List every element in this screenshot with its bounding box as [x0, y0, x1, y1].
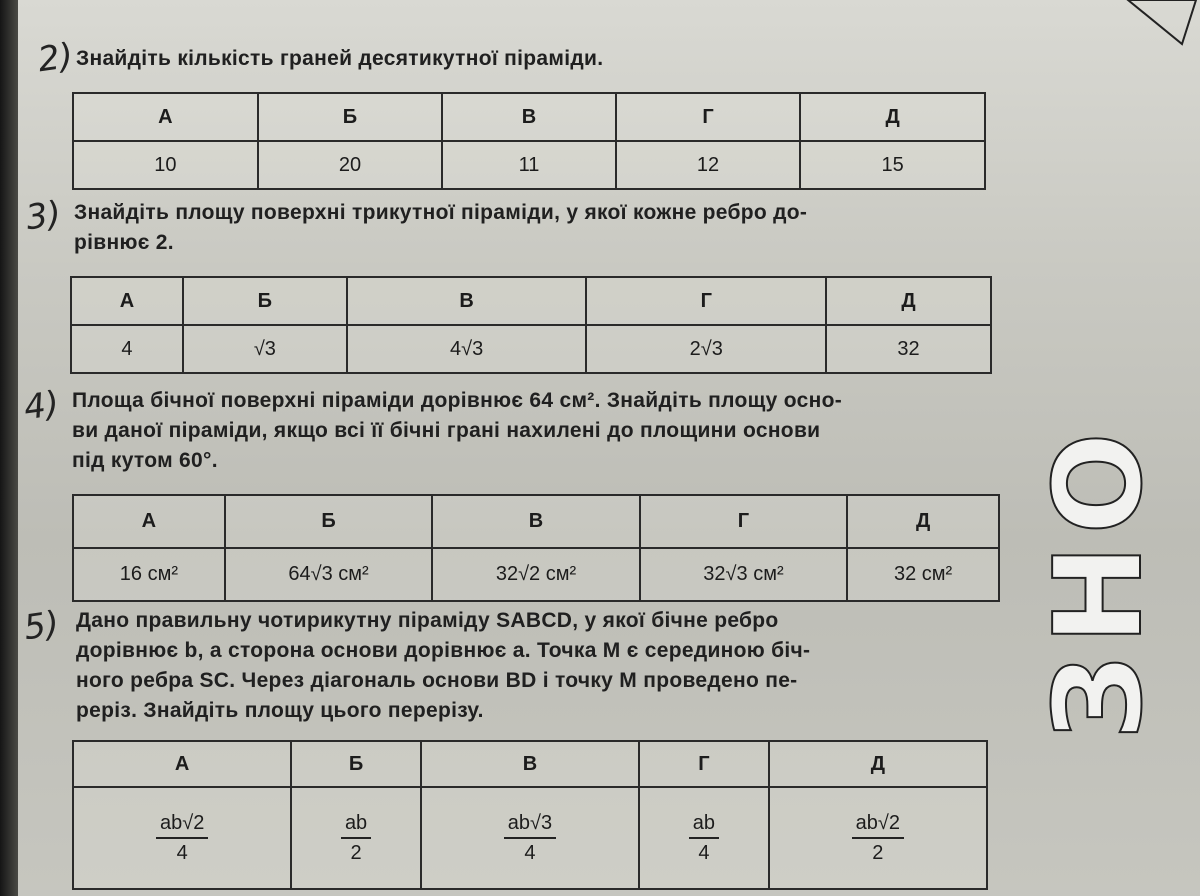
option-value: 2√3	[586, 325, 826, 373]
option-fraction: $\frac{ab√2}{4}$	[73, 787, 291, 889]
option-letter: А	[71, 277, 183, 325]
option-value: 10	[73, 141, 258, 189]
question-4-answer-table	[72, 494, 1000, 602]
option-value: 15	[800, 141, 985, 189]
option-fraction: $\frac{ab√3}{4}$	[421, 787, 639, 889]
option-letter: А	[73, 495, 225, 548]
option-value: 64√3 см²	[225, 548, 432, 601]
option-value: 4√3	[347, 325, 587, 373]
option-letter: А	[73, 741, 291, 787]
option-value: 32√2 см²	[432, 548, 639, 601]
question-3-answer-table	[70, 276, 992, 374]
option-value: 4	[71, 325, 183, 373]
option-letter: Г	[640, 495, 847, 548]
option-value: 12	[616, 141, 801, 189]
option-letter: Д	[800, 93, 985, 141]
option-letter: Д	[847, 495, 999, 548]
option-letter: В	[347, 277, 587, 325]
option-letter: Г	[639, 741, 769, 787]
photo-dark-edge	[0, 0, 18, 896]
question-3-text: Знайдіть площу поверхні трикутної піраміди, у якої кожне ребро до- рівнює 2.	[74, 201, 808, 254]
question-5-number: 5)	[21, 603, 62, 649]
option-letter: Д	[769, 741, 987, 787]
option-letter: Д	[826, 277, 991, 325]
option-fraction: $\frac{ab√2}{2}$	[769, 787, 987, 889]
question-4-text: Площа бічної поверхні піраміди дорівнює 64 см². Знайдіть площу осно- ви даної піраміди, якщо всі її бічні грані нахилені до площини основи під кутом 60°.	[72, 389, 843, 472]
question-2-number: 2)	[35, 35, 76, 81]
option-letter: В	[442, 93, 615, 141]
option-letter: А	[73, 93, 258, 141]
option-value: 11	[442, 141, 615, 189]
option-letter: Б	[258, 93, 443, 141]
option-letter: Г	[616, 93, 801, 141]
handwritten-label: ЗНО	[1030, 422, 1169, 740]
option-value: √3	[183, 325, 347, 373]
option-value: 32	[826, 325, 991, 373]
option-value: 32 см²	[847, 548, 999, 601]
question-4-number: 4)	[21, 383, 62, 429]
option-value: 16 см²	[73, 548, 225, 601]
option-fraction: $\frac{ab}{2}$	[291, 787, 421, 889]
option-fraction: $\frac{ab}{4}$	[639, 787, 769, 889]
corner-mark-icon	[1120, 0, 1200, 50]
question-5-text: Дано правильну чотирикутну піраміду SABCD, у якої бічне ребро дорівнює b, а сторона основи дорівнює a. Точка M є серединою біч- ного ребра SC. Через діагональ основи BD і точку M проведено пе- реріз. Знайдіть площу цього перерізу.	[76, 609, 811, 722]
question-2-answer-table	[72, 92, 986, 190]
question-2-text: Знайдіть кількість граней десятикутної піраміди.	[76, 47, 604, 70]
option-letter: В	[421, 741, 639, 787]
option-value: 20	[258, 141, 443, 189]
question-3-number: 3)	[23, 193, 64, 239]
option-letter: Г	[586, 277, 826, 325]
option-letter: В	[432, 495, 639, 548]
question-5-answer-table	[72, 740, 988, 890]
option-value: 32√3 см²	[640, 548, 847, 601]
option-letter: Б	[183, 277, 347, 325]
option-letter: Б	[291, 741, 421, 787]
option-letter: Б	[225, 495, 432, 548]
